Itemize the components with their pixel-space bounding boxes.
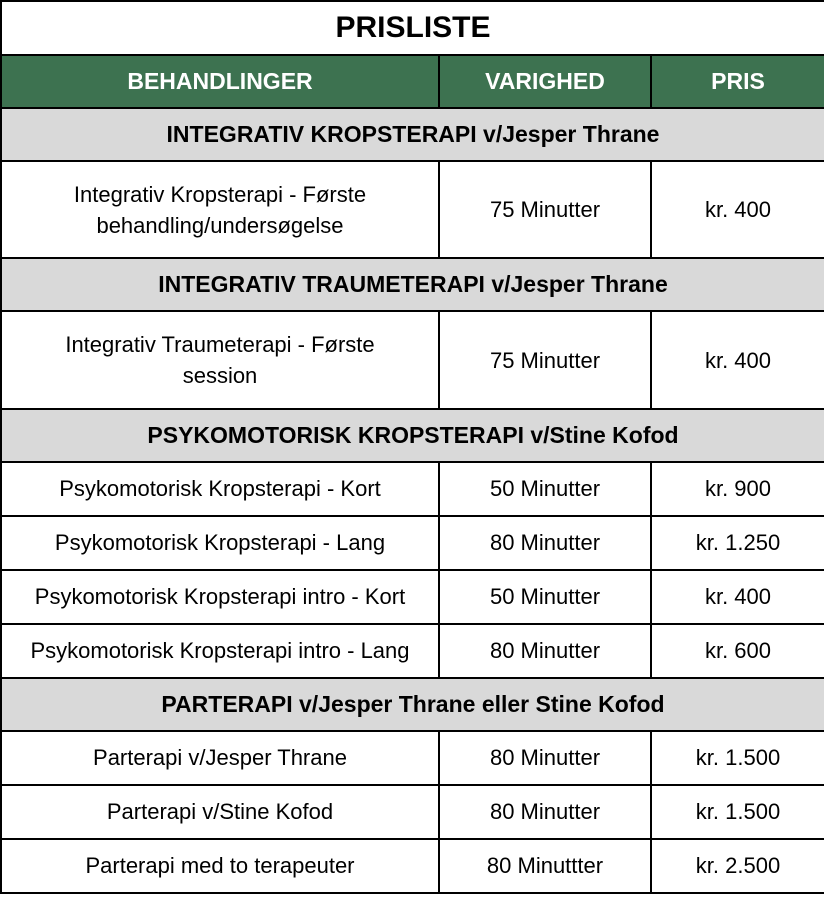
price-cell: kr. 1.250 <box>651 516 824 570</box>
header-duration: VARIGHED <box>439 55 651 108</box>
section-heading: PARTERAPI v/Jesper Thrane eller Stine Kofod <box>1 678 824 731</box>
price-cell: kr. 600 <box>651 624 824 678</box>
column-header-row <box>1 55 824 108</box>
treatment-name-line1: Integrativ Kropsterapi - Første <box>73 181 367 207</box>
treatment-name-line2: session <box>182 363 258 388</box>
price-cell: kr. 1.500 <box>651 731 824 785</box>
table-row <box>1 311 824 409</box>
table-row <box>1 516 824 570</box>
duration-cell: 50 Minutter <box>439 570 651 624</box>
table-row <box>1 785 824 839</box>
treatment-name-cell: Psykomotorisk Kropsterapi - Lang <box>1 516 439 570</box>
treatment-name-cell: Psykomotorisk Kropsterapi - Kort <box>1 462 439 516</box>
section-heading: INTEGRATIV KROPSTERAPI v/Jesper Thrane <box>1 108 824 161</box>
duration-cell: 80 Minuttter <box>439 839 651 893</box>
table-row <box>1 570 824 624</box>
price-list-title: PRISLISTE <box>1 1 824 55</box>
price-cell: kr. 400 <box>651 161 824 258</box>
treatment-name-cell: Parterapi med to terapeuter <box>1 839 439 893</box>
treatment-name-line1: Integrativ Traumeterapi - Første <box>65 332 375 357</box>
treatment-name-cell: Psykomotorisk Kropsterapi intro - Lang <box>1 624 439 678</box>
section-row <box>1 678 824 731</box>
section-row <box>1 108 824 161</box>
duration-cell: 75 Minutter <box>439 311 651 409</box>
section-row <box>1 258 824 311</box>
table-row <box>1 161 824 258</box>
treatment-name-cell <box>1 311 439 409</box>
duration-cell: 80 Minutter <box>439 624 651 678</box>
treatment-name-cell: Psykomotorisk Kropsterapi intro - Kort <box>1 570 439 624</box>
price-cell: kr. 900 <box>651 462 824 516</box>
section-heading: PSYKOMOTORISK KROPSTERAPI v/Stine Kofod <box>1 409 824 462</box>
table-row <box>1 462 824 516</box>
treatment-name-line2: behandling/undersøgelse <box>96 212 344 238</box>
duration-cell: 75 Minutter <box>439 161 651 258</box>
header-price: PRIS <box>651 55 824 108</box>
title-row <box>1 1 824 55</box>
duration-cell: 50 Minutter <box>439 462 651 516</box>
duration-cell: 80 Minutter <box>439 731 651 785</box>
price-cell: kr. 400 <box>651 570 824 624</box>
duration-cell: 80 Minutter <box>439 516 651 570</box>
table-row <box>1 731 824 785</box>
treatment-name-cell: Parterapi v/Stine Kofod <box>1 785 439 839</box>
price-cell: kr. 2.500 <box>651 839 824 893</box>
table-row <box>1 839 824 893</box>
header-treatment: BEHANDLINGER <box>1 55 439 108</box>
price-cell: kr. 1.500 <box>651 785 824 839</box>
table-row <box>1 624 824 678</box>
treatment-name-cell: Parterapi v/Jesper Thrane <box>1 731 439 785</box>
section-row <box>1 409 824 462</box>
price-cell: kr. 400 <box>651 311 824 409</box>
duration-cell: 80 Minutter <box>439 785 651 839</box>
treatment-name-cell <box>1 161 439 258</box>
section-heading: INTEGRATIV TRAUMETERAPI v/Jesper Thrane <box>1 258 824 311</box>
